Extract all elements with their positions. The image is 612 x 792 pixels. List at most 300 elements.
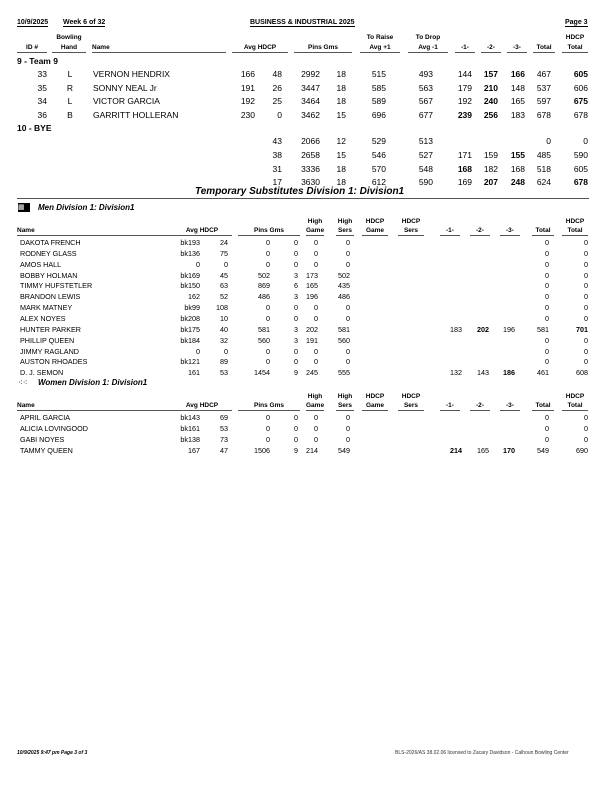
cell-avg: 0	[196, 259, 200, 269]
cell-high-game: 0	[314, 238, 318, 247]
cell-name: MARK MATNEY	[20, 303, 73, 313]
cell-game1: 214	[450, 445, 462, 455]
cell-game2: 256	[483, 109, 498, 120]
cell-avg: bk208	[180, 313, 200, 323]
cell-avg: bk150	[180, 281, 200, 291]
cell-hdcp: 31	[272, 163, 282, 174]
cell-hdcp-total: 0	[584, 335, 588, 345]
cell-name: AMOS HALL	[20, 259, 62, 269]
report-week: Week 6 of 32	[63, 19, 106, 26]
cell-games: 3	[294, 335, 298, 345]
cell-name: ALICIA LOVINGOOD	[20, 423, 88, 433]
col-hdcp: HDCP	[565, 34, 585, 41]
col-hdcp-total: Total	[562, 43, 588, 53]
cell-hand: B	[67, 109, 73, 120]
cell-game2: 182	[483, 163, 498, 174]
cell-avg: bk136	[180, 248, 200, 258]
cell-total: 0	[545, 413, 549, 423]
footer-license: BLS-2026/AS 38.02.06 licensed to Zacary Davidson - Calhoun Bowling Center	[395, 750, 569, 756]
cell-hdcp: 108	[216, 303, 228, 313]
col-avg-hdcp: Avg HDCP	[172, 401, 232, 411]
cell-hdcp: 38	[272, 150, 282, 160]
cell-to-raise: 696	[371, 109, 386, 120]
cell-avg: bk184	[180, 335, 200, 345]
cell-name: JIMMY RAGLAND	[20, 346, 79, 356]
col-hdcp-total: Total	[562, 401, 588, 411]
col-hdcp-game-top: HDCP	[365, 218, 385, 225]
footer-timestamp: 10/9/2025 9:47 pm Page 3 of 3	[17, 750, 88, 756]
cell-to-raise: 515	[371, 69, 386, 79]
cell-to-drop: 493	[418, 69, 433, 79]
cell-game3: 155	[510, 150, 525, 160]
cell-games: 6	[294, 281, 298, 291]
cell-high-series: 555	[338, 368, 350, 378]
cell-total: 467	[536, 69, 551, 79]
cell-hdcp-total: 0	[584, 292, 588, 302]
col-avg-hdcp: Avg HDCP	[232, 43, 288, 53]
cell-hdcp: 24	[220, 238, 228, 247]
cell-name: HUNTER PARKER	[20, 324, 81, 334]
cell-total: 0	[545, 423, 549, 433]
col-high-game-top: High	[307, 218, 323, 225]
cell-avg: 230	[240, 109, 255, 120]
page-number: Page 3	[565, 19, 588, 26]
cell-games: 0	[294, 423, 298, 433]
cell-name: DAKOTA FRENCH	[20, 238, 81, 247]
cell-game1: 179	[457, 82, 472, 93]
cell-pins: 0	[266, 423, 270, 433]
cell-hdcp-total: 0	[584, 259, 588, 269]
col-high-series-top: High	[337, 393, 353, 401]
cell-avg: bk143	[180, 413, 200, 423]
cell-hdcp-total: 0	[584, 270, 588, 280]
cell-name: BOBBY HOLMAN	[20, 270, 78, 280]
cell-avg: bk193	[180, 238, 200, 247]
cell-hdcp: 47	[220, 445, 228, 455]
cell-to-raise: 529	[371, 136, 386, 147]
cell-pins: 486	[258, 292, 270, 302]
cell-high-game: 191	[306, 335, 318, 345]
cell-avg: 161	[188, 368, 200, 378]
cell-game1: 169	[457, 177, 472, 188]
cell-games: 12	[336, 136, 346, 147]
cell-high-series: 0	[346, 313, 350, 323]
cell-high-series: 581	[338, 324, 350, 334]
cell-high-game: 202	[306, 324, 318, 334]
cell-game1: 192	[457, 96, 472, 107]
cell-game3: 168	[510, 163, 525, 174]
col-high-game: Game	[306, 402, 325, 410]
cell-total: 0	[545, 313, 549, 323]
col-name: Name	[17, 226, 172, 236]
cell-name: GARRITT HOLLERAN	[93, 109, 179, 120]
cell-to-drop: 563	[418, 82, 433, 93]
cell-game3: 196	[503, 324, 515, 334]
col-total: Total	[533, 43, 555, 53]
cell-high-game: 0	[314, 346, 318, 356]
cell-hdcp-total: 0	[584, 303, 588, 313]
cell-games: 3	[294, 270, 298, 280]
cell-hdcp: 48	[272, 69, 282, 79]
cell-game1: 132	[450, 368, 462, 378]
cell-hand: R	[66, 82, 74, 93]
cell-pins: 0	[266, 238, 270, 247]
cell-total: 0	[545, 259, 549, 269]
cell-game3: 248	[510, 177, 525, 188]
col-avg-minus: Avg -1	[408, 43, 448, 53]
cell-pins: 1506	[254, 445, 270, 455]
cell-hdcp: 32	[220, 335, 228, 345]
cell-high-series: 0	[346, 434, 350, 444]
col-high-series: Sers	[337, 402, 353, 410]
col-game3: -3-	[500, 226, 520, 236]
col-hdcp-series: Sers	[398, 226, 424, 236]
col-game1: -1-	[455, 43, 475, 53]
cell-avg: 192	[240, 96, 255, 107]
cell-avg: bk169	[180, 270, 200, 280]
cell-hdcp-total: 0	[584, 238, 588, 247]
cell-pins: 581	[258, 324, 270, 334]
col-avg-hdcp: Avg HDCP	[172, 226, 232, 236]
cell-total: 0	[545, 303, 549, 313]
cell-name: SONNY NEAL Jr	[93, 82, 157, 93]
cell-high-series: 486	[338, 292, 350, 302]
cell-to-drop: 590	[418, 177, 433, 188]
cell-high-series: 0	[346, 413, 350, 423]
cell-game2: 165	[477, 445, 489, 455]
cell-hdcp: 10	[220, 313, 228, 323]
cell-game2: 157	[483, 69, 498, 79]
cell-games: 0	[294, 248, 298, 258]
subs-title: Temporary Substitutes Division 1: Division1	[195, 186, 405, 197]
cell-pins: 3464	[301, 96, 320, 107]
cell-avg: 167	[188, 445, 200, 455]
cell-avg: bk121	[180, 357, 200, 367]
col-name: Name	[17, 401, 172, 411]
cell-hdcp-total: 678	[573, 177, 588, 188]
cell-hand: L	[67, 69, 73, 79]
cell-game1: 144	[457, 69, 472, 79]
cell-total: 597	[536, 96, 551, 107]
cell-hdcp-total: 0	[584, 423, 588, 433]
cell-game3: 186	[503, 368, 515, 378]
col-game2: -2-	[470, 226, 490, 236]
team-label: 9 - Team 9	[17, 56, 58, 66]
cell-game3: 183	[510, 109, 525, 120]
cell-game2: 240	[483, 96, 498, 107]
cell-high-game: 245	[306, 368, 318, 378]
col-game3: -3-	[500, 401, 520, 411]
cell-game3: 148	[510, 82, 525, 93]
cell-avg: bk161	[180, 423, 200, 433]
cell-to-raise: 546	[371, 150, 386, 160]
cell-id: 34	[37, 96, 47, 107]
cell-hdcp: 25	[272, 96, 282, 107]
cell-pins: 0	[266, 248, 270, 258]
cell-name: RODNEY GLASS	[20, 248, 77, 258]
cell-total: 0	[545, 346, 549, 356]
cell-hdcp-total: 0	[584, 413, 588, 423]
cell-pins: 0	[266, 303, 270, 313]
cell-avg: bk99	[184, 303, 200, 313]
cell-total: 0	[545, 281, 549, 291]
cell-hdcp: 53	[220, 368, 228, 378]
cell-game1: 239	[457, 109, 472, 120]
cell-pins: 869	[258, 281, 270, 291]
col-id: ID #	[17, 43, 47, 53]
cell-games: 3	[294, 292, 298, 302]
cell-high-game: 0	[314, 423, 318, 433]
cell-high-game: 0	[314, 413, 318, 423]
cell-hdcp-total: 590	[573, 150, 588, 160]
cell-hdcp-total: 690	[576, 445, 588, 455]
col-bowling: Bowling	[56, 34, 82, 41]
cell-hdcp: 69	[220, 413, 228, 423]
cell-games: 0	[294, 259, 298, 269]
col-total: Total	[532, 401, 554, 411]
cell-pins: 560	[258, 335, 270, 345]
cell-to-drop: 513	[418, 136, 433, 147]
col-game2: -2-	[470, 401, 490, 411]
cell-games: 9	[294, 368, 298, 378]
cell-game3: 170	[503, 445, 515, 455]
cell-hdcp: 53	[220, 423, 228, 433]
col-to-drop: To Drop	[415, 34, 441, 41]
cell-games: 9	[294, 445, 298, 455]
cell-to-drop: 677	[418, 109, 433, 120]
group-title: Women Division 1: Division1	[38, 378, 148, 388]
cell-high-game: 173	[306, 270, 318, 280]
cell-total: 581	[537, 324, 549, 334]
cell-avg: 0	[196, 346, 200, 356]
cell-hdcp-total: 701	[576, 324, 588, 334]
cell-hdcp-total: 605	[573, 69, 588, 79]
cell-total: 461	[537, 368, 549, 378]
cell-pins: 0	[266, 357, 270, 367]
cell-id: 36	[37, 109, 47, 120]
cell-total: 0	[545, 238, 549, 247]
col-hand: Hand	[52, 43, 86, 53]
cell-avg: 191	[240, 82, 255, 93]
cell-high-series: 0	[346, 346, 350, 356]
cell-total: 518	[536, 163, 551, 174]
cell-hdcp-total: 0	[583, 136, 588, 147]
cell-hdcp: 75	[220, 248, 228, 258]
cell-name: APRIL GARCIA	[20, 413, 71, 423]
col-hdcp-game: Game	[362, 401, 388, 411]
cell-game2: 210	[483, 82, 498, 93]
cell-hdcp-total: 606	[573, 82, 588, 93]
cell-total: 485	[536, 150, 551, 160]
cell-games: 15	[336, 109, 346, 120]
cell-hdcp-total: 0	[584, 281, 588, 291]
cell-pins: 3336	[301, 163, 320, 174]
cell-pins: 2658	[301, 150, 320, 160]
cell-to-drop: 567	[418, 96, 433, 107]
cell-high-series: 0	[346, 238, 350, 247]
cell-to-raise: 570	[371, 163, 386, 174]
cell-hdcp: 89	[220, 357, 228, 367]
cell-name: ALEX NOYES	[20, 313, 66, 323]
cell-games: 18	[336, 177, 346, 188]
cell-game2: 202	[477, 324, 489, 334]
cell-name: VERNON HENDRIX	[93, 69, 170, 79]
cell-hdcp: 43	[272, 136, 282, 147]
col-game2: -2-	[481, 43, 501, 53]
cell-game2: 143	[477, 368, 489, 378]
cell-game1: 183	[450, 324, 462, 334]
cell-name: AUSTON RHOADES	[20, 357, 88, 367]
cell-games: 0	[294, 434, 298, 444]
cell-games: 0	[294, 346, 298, 356]
cell-game3: 166	[510, 69, 525, 79]
cell-hdcp: 45	[220, 270, 228, 280]
cell-high-series: 0	[346, 259, 350, 269]
cell-total: 549	[537, 445, 549, 455]
cell-games: 18	[336, 96, 346, 107]
col-total: Total	[532, 226, 554, 236]
cell-hdcp: 73	[220, 434, 228, 444]
col-hdcp-game: Game	[362, 226, 388, 236]
col-avg-plus: Avg +1	[360, 43, 400, 53]
cell-pins: 0	[266, 434, 270, 444]
cell-name: VICTOR GARCIA	[93, 96, 160, 107]
cell-total: 0	[545, 357, 549, 367]
cell-to-raise: 585	[371, 82, 386, 93]
cell-total: 0	[545, 248, 549, 258]
cell-hdcp-total: 678	[573, 109, 588, 120]
col-hdcp-series-top: HDCP	[401, 218, 421, 225]
report-date: 10/9/2025	[17, 19, 49, 26]
col-hdcp-total: Total	[562, 226, 588, 236]
cell-high-game: 0	[314, 303, 318, 313]
cell-hdcp-total: 675	[573, 96, 588, 107]
cell-games: 18	[336, 82, 346, 93]
cell-hdcp-total: 605	[573, 163, 588, 174]
cell-games: 15	[336, 150, 346, 160]
cell-hdcp: 17	[272, 177, 282, 188]
cell-high-game: 0	[314, 357, 318, 367]
cell-high-series: 435	[338, 281, 350, 291]
cell-hdcp: 0	[224, 346, 228, 356]
cell-hdcp-total: 0	[584, 434, 588, 444]
cell-avg: bk175	[180, 324, 200, 334]
cell-hdcp-total: 0	[584, 313, 588, 323]
cell-game1: 168	[457, 163, 472, 174]
cell-hdcp: 0	[224, 259, 228, 269]
col-high-series-top: High	[337, 218, 353, 225]
cell-pins: 3447	[301, 82, 320, 93]
cell-hdcp: 0	[277, 109, 282, 120]
cell-high-game: 0	[314, 248, 318, 258]
league-name: BUSINESS & INDUSTRIAL 2025	[250, 19, 355, 26]
cell-name: GABI NOYES	[20, 434, 65, 444]
cell-high-series: 560	[338, 335, 350, 345]
cell-to-drop: 548	[418, 163, 433, 174]
col-high-game: Game	[306, 227, 325, 234]
cell-name: D. J. SEMON	[20, 368, 64, 378]
cell-total: 624	[536, 177, 551, 188]
cell-to-raise: 589	[371, 96, 386, 107]
cell-hdcp-total: 0	[584, 346, 588, 356]
cell-total: 537	[536, 82, 551, 93]
col-hdcp-total-top: HDCP	[565, 393, 585, 401]
cell-high-series: 0	[346, 248, 350, 258]
cell-total: 0	[545, 292, 549, 302]
cell-high-game: 0	[314, 259, 318, 269]
cell-hdcp-total: 0	[584, 248, 588, 258]
col-pins-gms: Pins Gms	[238, 226, 300, 236]
cell-hdcp: 26	[272, 82, 282, 93]
cell-game2: 159	[483, 150, 498, 160]
col-game1: -1-	[440, 401, 460, 411]
cell-games: 18	[336, 69, 346, 79]
cell-games: 0	[294, 357, 298, 367]
women-icon: ⁖⁖	[18, 378, 28, 388]
cell-id: 35	[37, 82, 47, 93]
cell-total: 0	[545, 434, 549, 444]
cell-hdcp-total: 0	[584, 357, 588, 367]
team-label: 10 - BYE	[17, 123, 52, 134]
men-icon: ▦	[18, 203, 30, 212]
cell-high-game: 196	[306, 292, 318, 302]
cell-pins: 1454	[254, 368, 270, 378]
cell-high-game: 0	[314, 313, 318, 323]
cell-to-raise: 612	[371, 177, 386, 188]
cell-total: 678	[536, 109, 551, 120]
cell-game1: 171	[457, 150, 472, 160]
cell-pins: 3630	[301, 177, 320, 188]
cell-avg: 162	[188, 292, 200, 302]
col-game3: -3-	[507, 43, 527, 53]
cell-to-drop: 527	[418, 150, 433, 160]
cell-pins: 3462	[301, 109, 320, 120]
cell-games: 0	[294, 303, 298, 313]
cell-high-series: 549	[338, 445, 350, 455]
col-hdcp-series-top: HDCP	[401, 393, 421, 401]
cell-avg: bk138	[180, 434, 200, 444]
col-to-raise: To Raise	[366, 34, 394, 41]
cell-pins: 0	[266, 346, 270, 356]
cell-total: 0	[545, 270, 549, 280]
cell-name: PHILLIP QUEEN	[20, 335, 75, 345]
col-high-game-top: High	[307, 393, 323, 401]
cell-pins: 2992	[301, 69, 320, 79]
cell-high-series: 0	[346, 357, 350, 367]
cell-games: 3	[294, 324, 298, 334]
cell-games: 0	[294, 238, 298, 247]
cell-high-game: 214	[306, 445, 318, 455]
cell-game2: 207	[483, 177, 498, 188]
cell-hand: L	[67, 96, 73, 107]
cell-high-series: 0	[346, 303, 350, 313]
cell-hdcp: 40	[220, 324, 228, 334]
cell-games: 0	[294, 413, 298, 423]
col-pins-gms: Pins Gms	[294, 43, 352, 53]
divider	[17, 198, 589, 199]
cell-pins: 2066	[301, 136, 320, 147]
col-game1: -1-	[440, 226, 460, 236]
cell-high-series: 502	[338, 270, 350, 280]
cell-name: BRANDON LEWIS	[20, 292, 81, 302]
cell-id: 33	[37, 69, 47, 79]
cell-pins: 0	[266, 313, 270, 323]
cell-avg: 166	[240, 69, 255, 79]
cell-games: 0	[294, 313, 298, 323]
col-hdcp-game-top: HDCP	[365, 393, 385, 401]
cell-pins: 0	[266, 259, 270, 269]
cell-pins: 502	[258, 270, 270, 280]
